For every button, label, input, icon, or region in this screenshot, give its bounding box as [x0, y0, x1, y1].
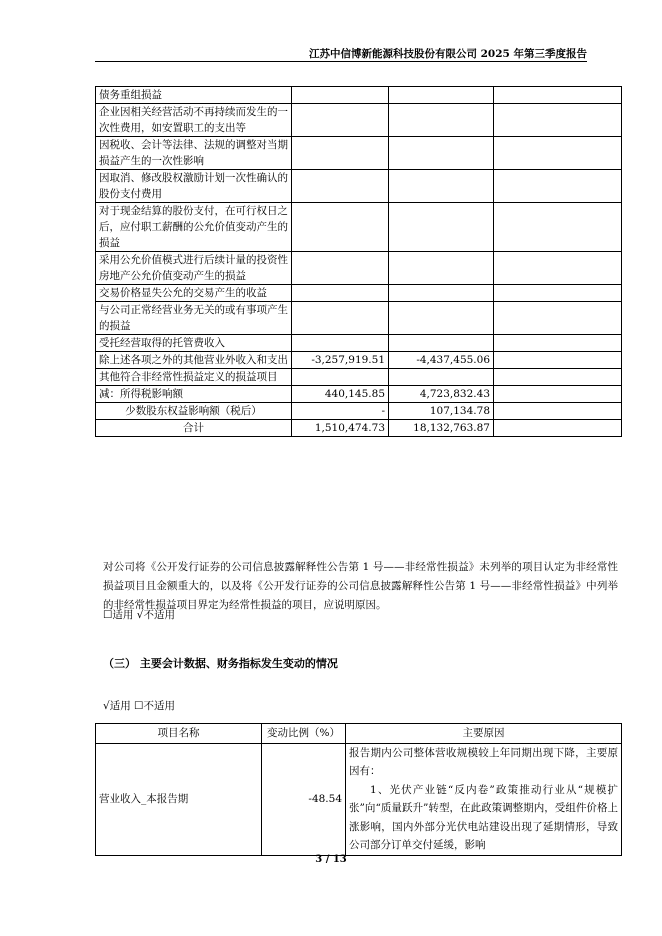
- value-ytd: [389, 252, 494, 285]
- value-note: [494, 87, 622, 104]
- value-note: [494, 170, 622, 203]
- change-reason: [346, 743, 622, 855]
- value-current: [292, 203, 389, 252]
- table-row: [96, 170, 622, 203]
- item-label: 债务重组损益: [96, 87, 292, 104]
- column-header: 主要原因: [346, 724, 622, 744]
- item-label: 企业因相关经营活动不再持续而发生的一次性费用，如安置职工的支出等: [96, 104, 292, 137]
- table-row: [96, 203, 622, 252]
- value-current: -: [292, 403, 389, 420]
- table-row: [96, 302, 622, 335]
- value-ytd: 18,132,763.87: [389, 420, 494, 437]
- table-row: [96, 743, 622, 855]
- item-name: 营业收入_本报告期: [96, 743, 262, 855]
- value-ytd: -4,437,455.06: [389, 352, 494, 369]
- table-row: [96, 87, 622, 104]
- value-current: [292, 137, 389, 170]
- item-label: 因取消、修改股权激励计划一次性确认的股份支付费用: [96, 170, 292, 203]
- column-header: 项目名称: [96, 724, 262, 744]
- value-current: 440,145.85: [292, 386, 389, 403]
- changes-table: [95, 723, 622, 856]
- reason-paragraph: 1、光伏产业链“反内卷”政策推动行业从“规模扩张”向“质量跃升”转型，在此政策调整期内，受组件价格上涨影响，国内外部分光伏电站建设出现了延期情形，导致公司部分订单交付延缓，影响: [349, 783, 618, 851]
- non-recurring-items-table: [95, 86, 622, 437]
- item-label: 交易价格显失公允的交易产生的收益: [96, 285, 292, 302]
- value-ytd: 4,723,832.43: [389, 386, 494, 403]
- value-current: [292, 104, 389, 137]
- value-ytd: [389, 137, 494, 170]
- note-applicability: ☐适用 √不适用: [103, 609, 175, 621]
- item-label: 除上述各项之外的其他营业外收入和支出: [96, 352, 292, 369]
- value-note: [494, 386, 622, 403]
- value-ytd: [389, 335, 494, 352]
- change-ratio: -48.54: [262, 743, 346, 855]
- value-ytd: [389, 285, 494, 302]
- table-row: [96, 403, 622, 420]
- value-current: [292, 285, 389, 302]
- table-header-row: [96, 724, 622, 744]
- value-current: [292, 252, 389, 285]
- table-row: [96, 104, 622, 137]
- value-note: [494, 302, 622, 335]
- item-label: 采用公允价值模式进行后续计量的投资性房地产公允价值变动产生的损益: [96, 252, 292, 285]
- item-label: 合计: [96, 420, 292, 437]
- value-note: [494, 203, 622, 252]
- table-row: [96, 352, 622, 369]
- table-row: [96, 369, 622, 386]
- value-ytd: [389, 203, 494, 252]
- table-row: [96, 420, 622, 437]
- reason-paragraph: 报告期内公司整体营收规模较上年同期出现下降，主要原因有：: [349, 746, 618, 777]
- header-divider: [95, 61, 587, 62]
- page-header: 江苏中信博新能源科技股份有限公司 2025 年第三季度报告: [308, 48, 587, 60]
- item-label: 其他符合非经常性损益定义的损益项目: [96, 369, 292, 386]
- table-row: [96, 285, 622, 302]
- item-label: 受托经营取得的托管费收入: [96, 335, 292, 352]
- section-heading: （三） 主要会计数据、财务指标发生变动的情况: [103, 657, 338, 670]
- value-note: [494, 104, 622, 137]
- item-label: 与公司正常经营业务无关的或有事项产生的损益: [96, 302, 292, 335]
- item-label: 对于现金结算的股份支付，在可行权日之后，应付职工薪酬的公允价值变动产生的损益: [96, 203, 292, 252]
- value-ytd: [389, 302, 494, 335]
- value-current: [292, 369, 389, 386]
- value-current: [292, 170, 389, 203]
- value-note: [494, 335, 622, 352]
- table-row: [96, 335, 622, 352]
- value-ytd: [389, 369, 494, 386]
- note-paragraph: 对公司将《公开发行证券的公司信息披露解释性公告第 1 号——非经常性损益》未列举的项目认定为非经常性损益项目且金额重大的，以及将《公开发行证券的公司信息披露解释性公告第 1 号——非经常性损益》中列举的非经常性损益项目界定为经常性损益的项目，应说明原因。: [103, 561, 618, 611]
- value-note: [494, 403, 622, 420]
- value-ytd: 107,134.78: [389, 403, 494, 420]
- value-note: [494, 420, 622, 437]
- value-current: [292, 302, 389, 335]
- item-label: 少数股东权益影响额（税后）: [96, 403, 292, 420]
- column-header: 变动比例（%）: [262, 724, 346, 744]
- item-label: 因税收、会计等法律、法规的调整对当期损益产生的一次性影响: [96, 137, 292, 170]
- value-ytd: [389, 170, 494, 203]
- value-note: [494, 369, 622, 386]
- value-note: [494, 352, 622, 369]
- value-note: [494, 285, 622, 302]
- value-current: 1,510,474.73: [292, 420, 389, 437]
- value-current: [292, 335, 389, 352]
- value-ytd: [389, 104, 494, 137]
- item-label: 减：所得税影响额: [96, 386, 292, 403]
- page-number: 3 / 13: [315, 854, 347, 865]
- table-row: [96, 386, 622, 403]
- table-row: [96, 252, 622, 285]
- value-note: [494, 137, 622, 170]
- section-applicability: √适用 ☐不适用: [103, 700, 175, 712]
- value-note: [494, 252, 622, 285]
- value-current: -3,257,919.51: [292, 352, 389, 369]
- value-current: [292, 87, 389, 104]
- table-row: [96, 137, 622, 170]
- value-ytd: [389, 87, 494, 104]
